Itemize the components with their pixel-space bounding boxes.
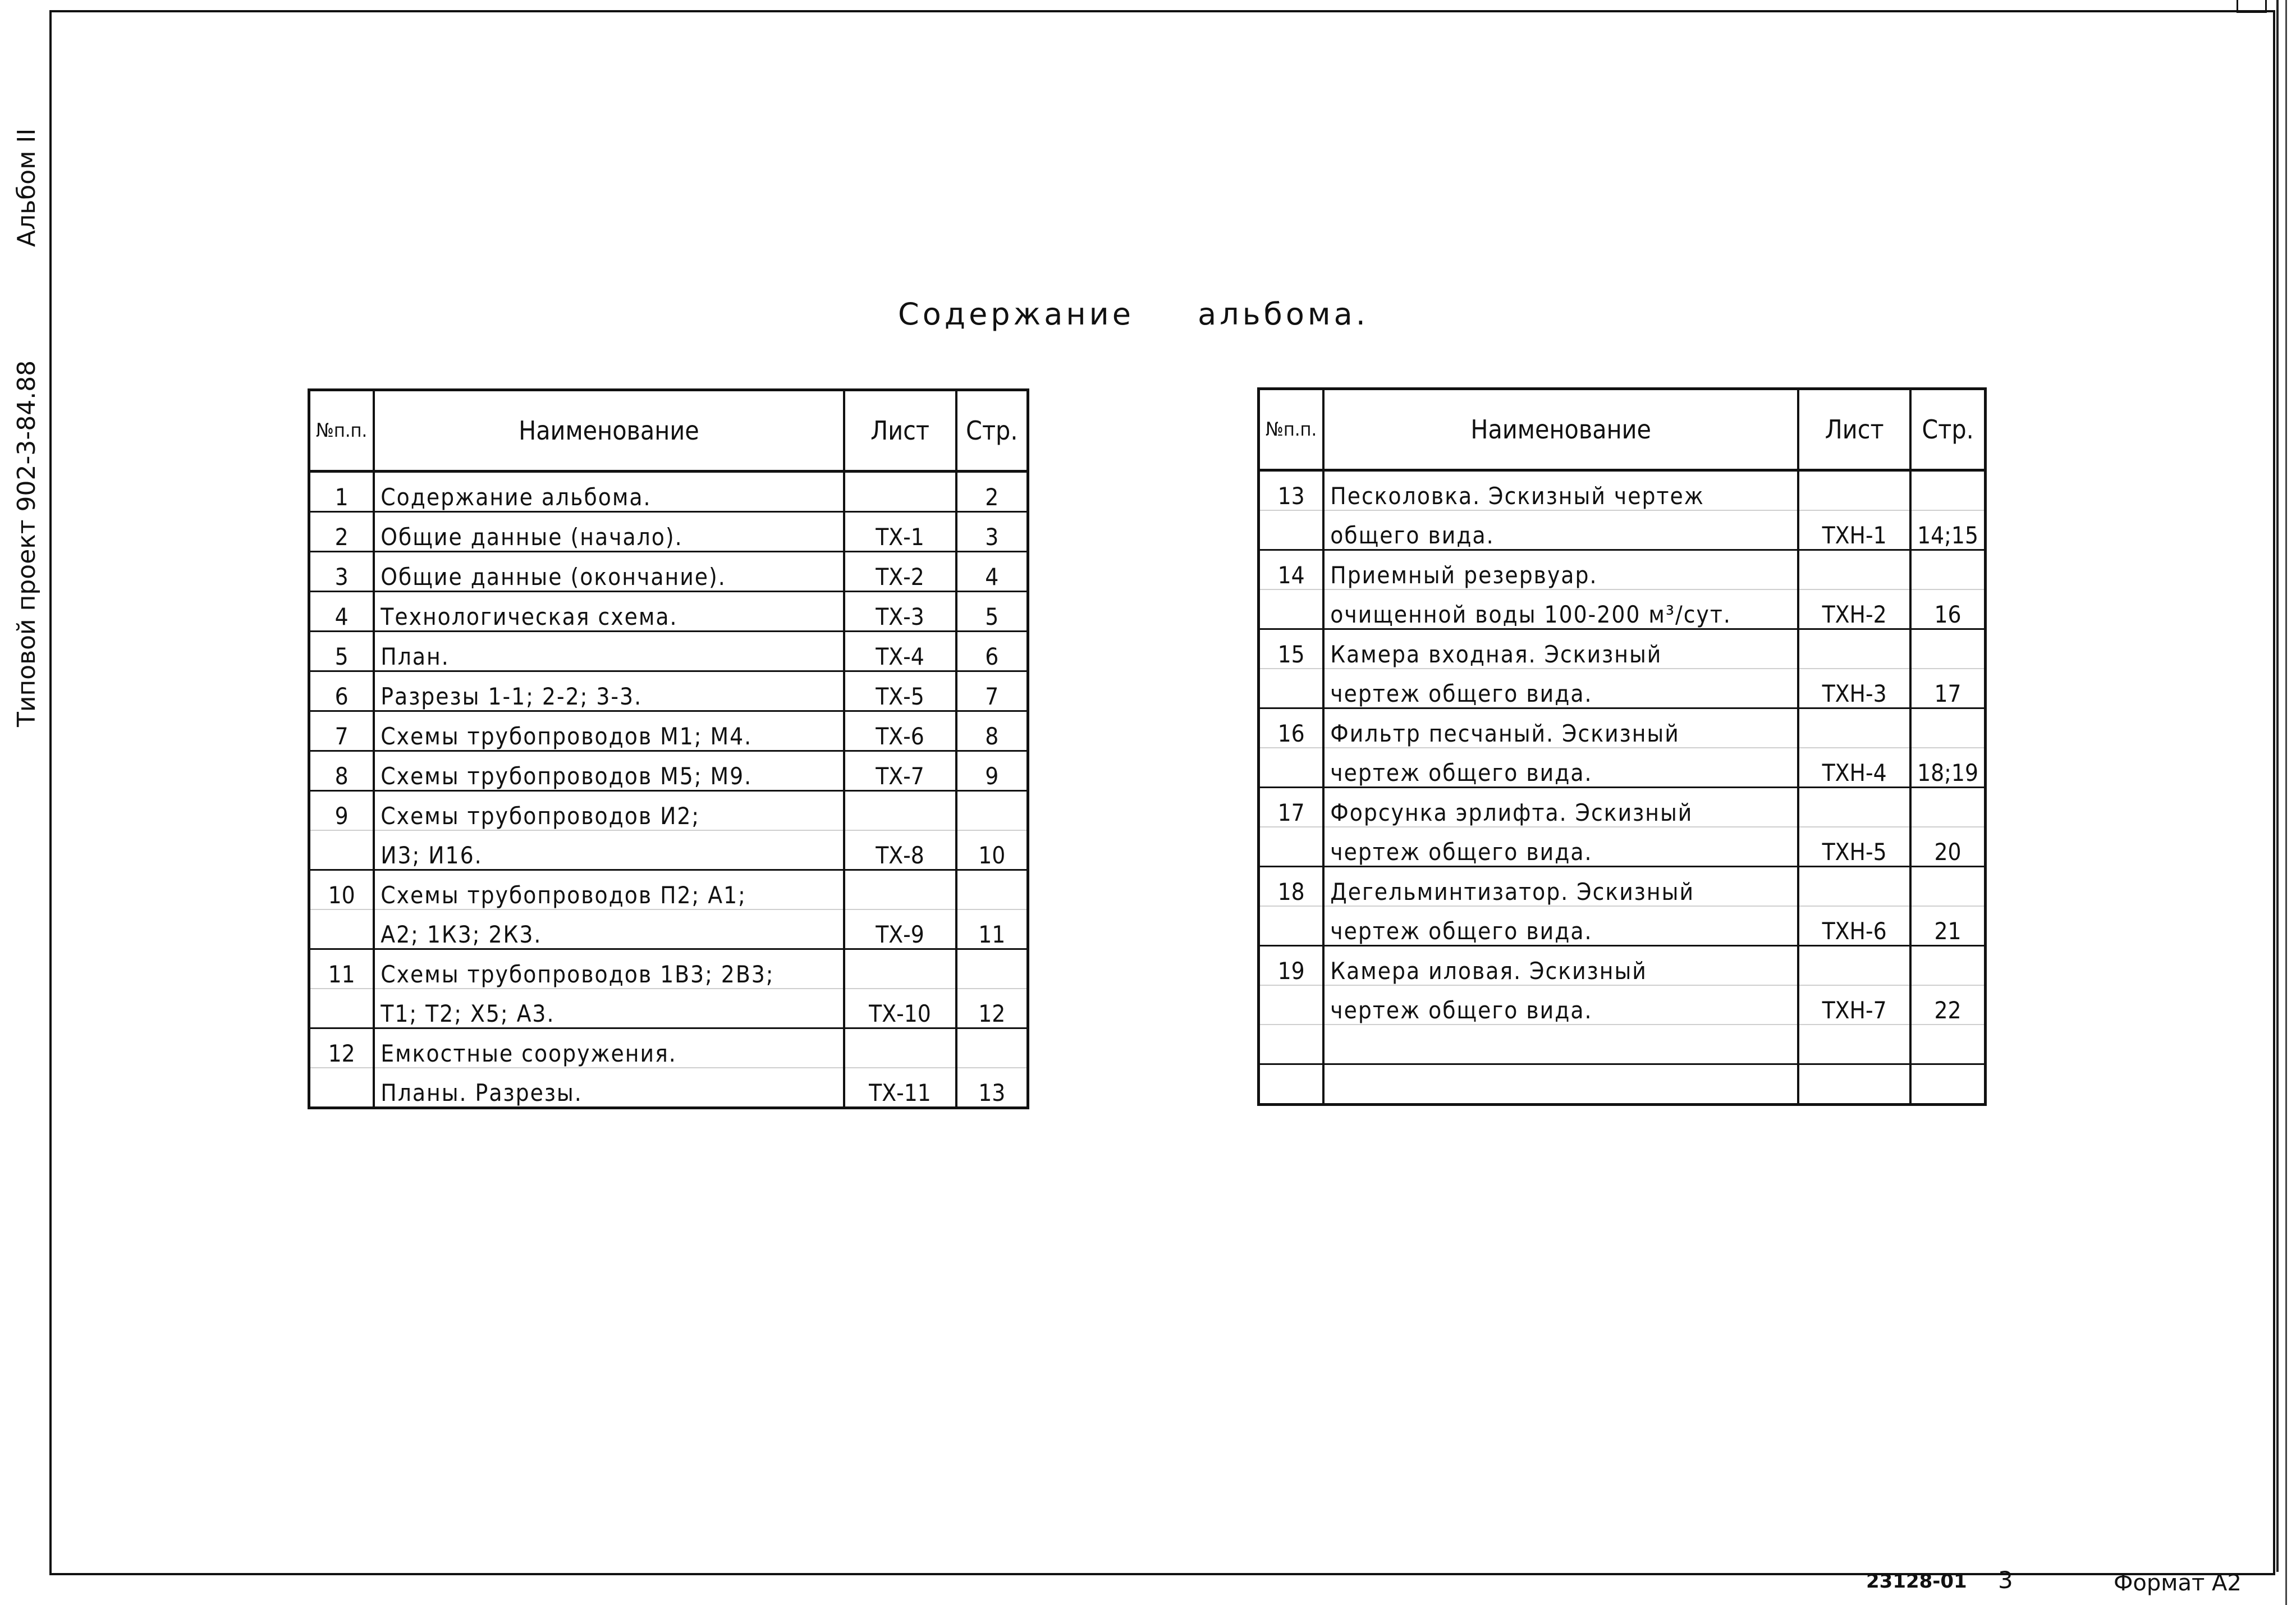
row-sheet-cell: ТХН-6 bbox=[1798, 906, 1910, 946]
toc-body-left bbox=[309, 472, 1028, 1108]
row-sheet-cell bbox=[1798, 946, 1910, 986]
table-row bbox=[1259, 985, 1986, 1025]
row-page-cell: 7 bbox=[956, 671, 1028, 711]
row-name-cell: чертеж общего вида. bbox=[1323, 827, 1798, 867]
header-name: Наименование bbox=[1323, 389, 1798, 470]
side-album-label: Альбом II bbox=[12, 128, 41, 247]
row-number-cell: 2 bbox=[309, 512, 374, 552]
row-sheet-cell: ТХ-9 bbox=[844, 909, 956, 949]
document-title: Содержание альбома. bbox=[898, 296, 1369, 332]
table-row bbox=[1259, 827, 1986, 867]
row-number-cell: 3 bbox=[309, 552, 374, 592]
row-number-cell: 10 bbox=[309, 870, 374, 910]
row-number-cell bbox=[1259, 827, 1324, 867]
row-name-cell: очищенной воды 100-200 м³/сут. bbox=[1323, 589, 1798, 629]
table-row bbox=[1259, 1025, 1986, 1064]
row-number-cell: 6 bbox=[309, 671, 374, 711]
header-number: №п.п. bbox=[1259, 389, 1324, 470]
row-number-cell: 4 bbox=[309, 592, 374, 632]
row-number-cell: 15 bbox=[1259, 629, 1324, 669]
row-page-cell: 10 bbox=[956, 830, 1028, 870]
row-page-cell bbox=[1910, 867, 1985, 907]
table-row bbox=[1259, 946, 1986, 986]
row-name-cell: Приемный резервуар. bbox=[1323, 550, 1798, 590]
row-number-cell: 8 bbox=[309, 751, 374, 791]
row-name-cell: Схемы трубопроводов М1; М4. bbox=[374, 711, 844, 751]
row-name-cell: Фильтр песчаный. Эскизный bbox=[1323, 708, 1798, 748]
table-header-row bbox=[1259, 389, 1986, 470]
table-row bbox=[309, 870, 1028, 910]
row-number-cell: 17 bbox=[1259, 788, 1324, 827]
row-name-cell: чертеж общего вида. bbox=[1323, 669, 1798, 708]
row-page-cell bbox=[956, 870, 1028, 910]
row-number-cell: 1 bbox=[309, 472, 374, 512]
row-number-cell: 13 bbox=[1259, 470, 1324, 511]
row-sheet-cell bbox=[1798, 708, 1910, 748]
table-row bbox=[309, 472, 1028, 512]
binding-strip-edge bbox=[2285, 0, 2287, 1605]
table-row bbox=[309, 512, 1028, 552]
sheet-number: 3 bbox=[1998, 1566, 2013, 1594]
row-name-cell: План. bbox=[374, 632, 844, 671]
row-sheet-cell bbox=[844, 791, 956, 831]
row-number-cell bbox=[1259, 669, 1324, 708]
row-name-cell: Т1; Т2; Х5; А3. bbox=[374, 989, 844, 1028]
row-number-cell: 5 bbox=[309, 632, 374, 671]
header-sheet: Лист bbox=[1798, 389, 1910, 470]
row-sheet-cell bbox=[1798, 629, 1910, 669]
row-page-cell bbox=[1910, 946, 1985, 986]
row-page-cell bbox=[1910, 1064, 1985, 1105]
row-page-cell: 6 bbox=[956, 632, 1028, 671]
row-page-cell: 2 bbox=[956, 472, 1028, 512]
row-number-cell bbox=[309, 1068, 374, 1108]
table-row bbox=[1259, 708, 1986, 748]
format-label: Формат А2 bbox=[2114, 1570, 2242, 1596]
row-name-cell: чертеж общего вида. bbox=[1323, 906, 1798, 946]
header-name: Наименование bbox=[374, 390, 844, 472]
row-name-cell: Планы. Разрезы. bbox=[374, 1068, 844, 1108]
row-number-cell bbox=[1259, 1025, 1324, 1064]
table-row bbox=[309, 632, 1028, 671]
table-row bbox=[309, 592, 1028, 632]
row-number-cell bbox=[1259, 748, 1324, 788]
row-sheet-cell: ТХ-1 bbox=[844, 512, 956, 552]
table-row bbox=[1259, 589, 1986, 629]
row-name-cell: Камера входная. Эскизный bbox=[1323, 629, 1798, 669]
row-name-cell: Схемы трубопроводов 1В3; 2В3; bbox=[374, 949, 844, 989]
row-page-cell: 20 bbox=[1910, 827, 1985, 867]
table-row bbox=[1259, 629, 1986, 669]
row-number-cell: 16 bbox=[1259, 708, 1324, 748]
row-page-cell: 17 bbox=[1910, 669, 1985, 708]
row-page-cell: 22 bbox=[1910, 985, 1985, 1025]
row-sheet-cell: ТХН-7 bbox=[1798, 985, 1910, 1025]
row-page-cell: 18;19 bbox=[1910, 748, 1985, 788]
row-number-cell bbox=[1259, 1064, 1324, 1105]
table-row bbox=[1259, 470, 1986, 511]
row-sheet-cell bbox=[844, 870, 956, 910]
row-sheet-cell: ТХН-1 bbox=[1798, 510, 1910, 550]
row-sheet-cell: ТХ-6 bbox=[844, 711, 956, 751]
header-page: Стр. bbox=[1910, 389, 1985, 470]
row-sheet-cell: ТХН-4 bbox=[1798, 748, 1910, 788]
row-number-cell bbox=[309, 909, 374, 949]
row-sheet-cell: ТХ-8 bbox=[844, 830, 956, 870]
toc-body-right bbox=[1259, 470, 1986, 1105]
row-name-cell: Емкостные сооружения. bbox=[374, 1028, 844, 1068]
row-name-cell: Форсунка эрлифта. Эскизный bbox=[1323, 788, 1798, 827]
table-row bbox=[1259, 510, 1986, 550]
row-number-cell bbox=[1259, 906, 1324, 946]
row-name-cell: чертеж общего вида. bbox=[1323, 748, 1798, 788]
row-number-cell: 11 bbox=[309, 949, 374, 989]
row-number-cell bbox=[309, 989, 374, 1028]
row-page-cell bbox=[1910, 470, 1985, 511]
row-page-cell: 16 bbox=[1910, 589, 1985, 629]
table-row bbox=[309, 949, 1028, 989]
row-sheet-cell bbox=[844, 1028, 956, 1068]
table-row bbox=[309, 751, 1028, 791]
row-page-cell bbox=[956, 949, 1028, 989]
row-page-cell: 5 bbox=[956, 592, 1028, 632]
table-row bbox=[309, 830, 1028, 870]
row-page-cell bbox=[1910, 629, 1985, 669]
table-row bbox=[309, 1028, 1028, 1068]
table-row bbox=[1259, 1064, 1986, 1105]
row-name-cell: Разрезы 1-1; 2-2; 3-3. bbox=[374, 671, 844, 711]
row-number-cell: 9 bbox=[309, 791, 374, 831]
row-name-cell: Камера иловая. Эскизный bbox=[1323, 946, 1798, 986]
table-row bbox=[309, 989, 1028, 1028]
row-name-cell bbox=[1323, 1064, 1798, 1105]
row-sheet-cell bbox=[844, 949, 956, 989]
row-page-cell bbox=[1910, 1025, 1985, 1064]
row-page-cell bbox=[1910, 550, 1985, 590]
row-name-cell: общего вида. bbox=[1323, 510, 1798, 550]
header-sheet: Лист bbox=[844, 390, 956, 472]
row-page-cell: 12 bbox=[956, 989, 1028, 1028]
row-name-cell: Схемы трубопроводов П2; А1; bbox=[374, 870, 844, 910]
row-name-cell: И3; И16. bbox=[374, 830, 844, 870]
table-row bbox=[309, 552, 1028, 592]
row-page-cell: 21 bbox=[1910, 906, 1985, 946]
row-name-cell: Песколовка. Эскизный чертеж bbox=[1323, 470, 1798, 511]
row-sheet-cell: ТХ-4 bbox=[844, 632, 956, 671]
side-project-label: Типовой проект 902-3-84.88 bbox=[12, 360, 41, 727]
row-page-cell bbox=[1910, 788, 1985, 827]
document-number: 23128-01 bbox=[1866, 1570, 1967, 1593]
table-header-row bbox=[309, 390, 1028, 472]
table-row bbox=[309, 909, 1028, 949]
row-name-cell: Технологическая схема. bbox=[374, 592, 844, 632]
row-sheet-cell bbox=[1798, 1064, 1910, 1105]
row-name-cell: Схемы трубопроводов И2; bbox=[374, 791, 844, 831]
table-row bbox=[309, 671, 1028, 711]
row-page-cell bbox=[956, 1028, 1028, 1068]
row-sheet-cell: ТХ-7 bbox=[844, 751, 956, 791]
table-row bbox=[309, 711, 1028, 751]
row-sheet-cell bbox=[1798, 867, 1910, 907]
table-row bbox=[1259, 669, 1986, 708]
table-row bbox=[1259, 788, 1986, 827]
binding-strip-line bbox=[2276, 0, 2279, 1572]
row-number-cell: 12 bbox=[309, 1028, 374, 1068]
row-sheet-cell bbox=[1798, 550, 1910, 590]
corner-stamp-box bbox=[2237, 0, 2267, 13]
table-row bbox=[309, 791, 1028, 831]
row-page-cell: 14;15 bbox=[1910, 510, 1985, 550]
row-sheet-cell bbox=[1798, 788, 1910, 827]
row-number-cell bbox=[1259, 510, 1324, 550]
row-number-cell: 19 bbox=[1259, 946, 1324, 986]
row-page-cell: 11 bbox=[956, 909, 1028, 949]
row-page-cell: 4 bbox=[956, 552, 1028, 592]
row-sheet-cell: ТХН-2 bbox=[1798, 589, 1910, 629]
table-row bbox=[1259, 550, 1986, 590]
row-name-cell: Содержание альбома. bbox=[374, 472, 844, 512]
row-name-cell: Общие данные (начало). bbox=[374, 512, 844, 552]
row-number-cell: 14 bbox=[1259, 550, 1324, 590]
row-name-cell bbox=[1323, 1025, 1798, 1064]
row-sheet-cell bbox=[844, 472, 956, 512]
row-page-cell: 3 bbox=[956, 512, 1028, 552]
row-number-cell bbox=[1259, 589, 1324, 629]
table-row bbox=[1259, 748, 1986, 788]
toc-table-left bbox=[308, 388, 1029, 1109]
row-name-cell: Общие данные (окончание). bbox=[374, 552, 844, 592]
row-page-cell bbox=[956, 791, 1028, 831]
row-number-cell: 18 bbox=[1259, 867, 1324, 907]
row-page-cell: 13 bbox=[956, 1068, 1028, 1108]
row-name-cell: Схемы трубопроводов М5; М9. bbox=[374, 751, 844, 791]
row-sheet-cell: ТХН-3 bbox=[1798, 669, 1910, 708]
table-row bbox=[1259, 906, 1986, 946]
row-sheet-cell: ТХ-2 bbox=[844, 552, 956, 592]
row-sheet-cell: ТХ-5 bbox=[844, 671, 956, 711]
row-name-cell: Дегельминтизатор. Эскизный bbox=[1323, 867, 1798, 907]
row-name-cell: А2; 1К3; 2К3. bbox=[374, 909, 844, 949]
row-sheet-cell: ТХ-3 bbox=[844, 592, 956, 632]
row-page-cell bbox=[1910, 708, 1985, 748]
toc-table-right bbox=[1257, 387, 1987, 1106]
table-row bbox=[309, 1068, 1028, 1108]
header-number: №п.п. bbox=[309, 390, 374, 472]
row-sheet-cell: ТХ-10 bbox=[844, 989, 956, 1028]
row-name-cell: чертеж общего вида. bbox=[1323, 985, 1798, 1025]
table-row bbox=[1259, 867, 1986, 907]
row-number-cell bbox=[1259, 985, 1324, 1025]
row-page-cell: 8 bbox=[956, 711, 1028, 751]
row-number-cell: 7 bbox=[309, 711, 374, 751]
row-sheet-cell bbox=[1798, 1025, 1910, 1064]
header-page: Стр. bbox=[956, 390, 1028, 472]
row-page-cell: 9 bbox=[956, 751, 1028, 791]
row-sheet-cell: ТХН-5 bbox=[1798, 827, 1910, 867]
row-number-cell bbox=[309, 830, 374, 870]
row-sheet-cell bbox=[1798, 470, 1910, 511]
row-sheet-cell: ТХ-11 bbox=[844, 1068, 956, 1108]
